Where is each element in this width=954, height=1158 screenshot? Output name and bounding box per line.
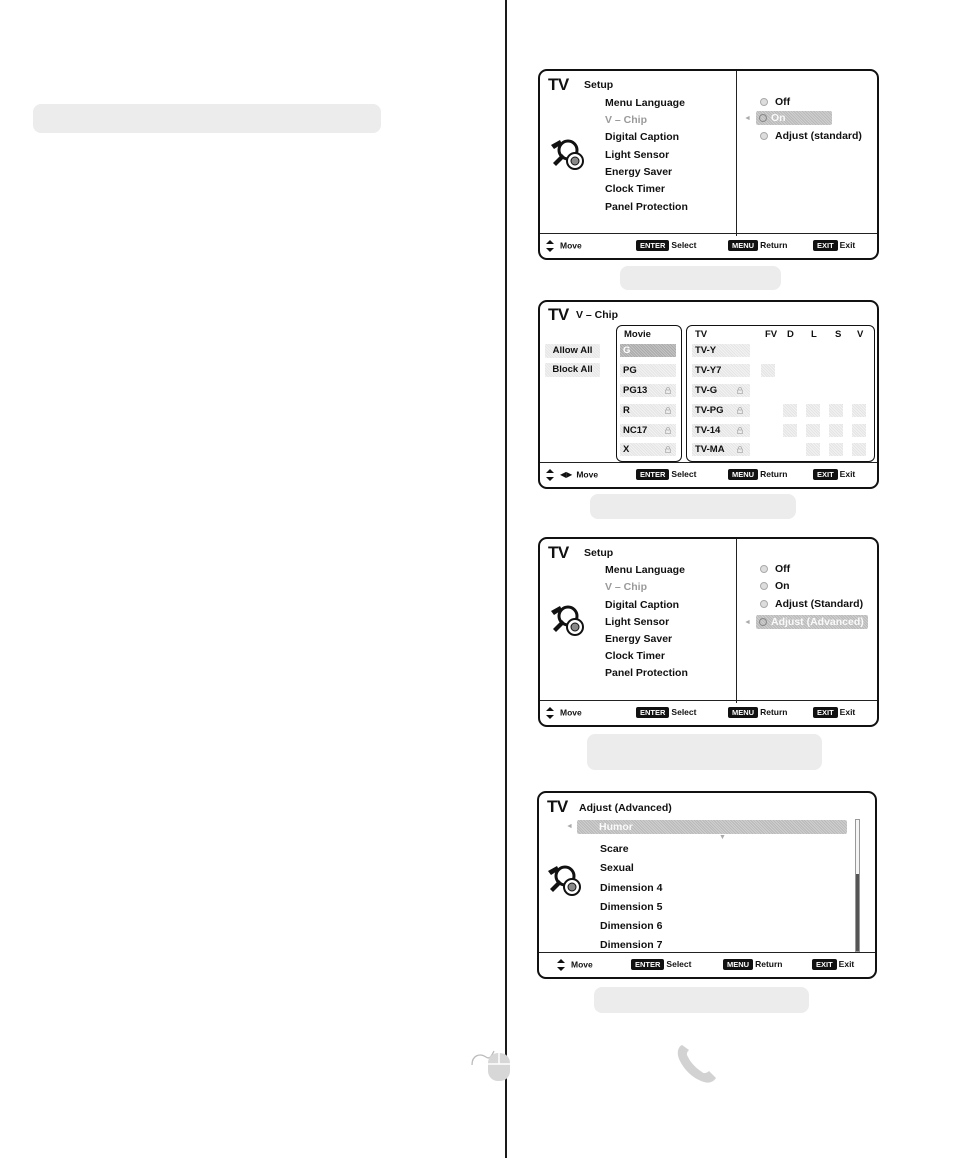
move-hint: Move bbox=[557, 959, 593, 971]
panel-divider bbox=[736, 71, 737, 236]
grid-cell[interactable] bbox=[761, 364, 775, 377]
select-hint: ENTER Select bbox=[636, 240, 696, 251]
menu-item-light-sensor[interactable]: Light Sensor bbox=[605, 616, 670, 628]
lock-icon bbox=[737, 427, 743, 434]
grid-cell[interactable] bbox=[829, 404, 843, 417]
panel-footer bbox=[540, 233, 877, 258]
option-on[interactable]: On bbox=[760, 580, 790, 592]
radio-icon bbox=[759, 618, 767, 626]
option-adjust-standard[interactable]: Adjust (Standard) bbox=[760, 598, 863, 610]
grid-cell[interactable] bbox=[852, 424, 866, 437]
tv-rating-box bbox=[686, 325, 875, 462]
up-down-arrow-icon bbox=[546, 707, 556, 719]
item-humor-selected[interactable]: Humor bbox=[577, 820, 847, 834]
down-arrow-icon: ▼ bbox=[719, 834, 726, 841]
menu-item-panel-protection[interactable]: Panel Protection bbox=[605, 201, 688, 213]
tv-rating-tv-14[interactable]: TV-14 bbox=[692, 424, 750, 437]
select-hint: ENTER Select bbox=[636, 469, 696, 480]
radio-icon bbox=[759, 114, 767, 122]
tv-rating-tv-pg[interactable]: TV-PG bbox=[692, 404, 750, 417]
left-arrow-icon: ◄ bbox=[744, 619, 751, 626]
exit-hint: EXIT Exit bbox=[813, 707, 855, 718]
radio-icon bbox=[760, 582, 768, 590]
menu-item-clock-timer[interactable]: Clock Timer bbox=[605, 650, 665, 662]
item-dimension-5[interactable]: Dimension 5 bbox=[600, 901, 663, 913]
menu-item-energy-saver[interactable]: Energy Saver bbox=[605, 166, 673, 178]
option-adjust-standard[interactable]: Adjust (standard) bbox=[760, 130, 862, 142]
select-hint: ENTER Select bbox=[636, 707, 696, 718]
adjust-advanced-panel bbox=[537, 791, 877, 979]
radio-icon bbox=[760, 132, 768, 140]
movie-rating-pg13[interactable]: PG13 bbox=[620, 384, 676, 397]
tv-label: TV bbox=[548, 543, 569, 562]
item-dimension-6[interactable]: Dimension 6 bbox=[600, 920, 663, 932]
col-l: L bbox=[811, 329, 817, 340]
placeholder-caption-4 bbox=[594, 987, 809, 1013]
v-chip-panel bbox=[538, 300, 879, 489]
return-hint: MENU Return bbox=[728, 240, 787, 251]
movie-rating-box bbox=[616, 325, 682, 462]
select-hint: ENTER Select bbox=[631, 959, 691, 970]
placeholder-caption-1 bbox=[620, 266, 781, 290]
move-hint: ◀▶ Move bbox=[546, 469, 598, 481]
left-arrow-icon: ◄ bbox=[744, 115, 751, 122]
panel-title: Setup bbox=[584, 79, 614, 91]
placeholder-caption-3 bbox=[587, 734, 822, 770]
phone-icon bbox=[674, 1041, 718, 1085]
movie-rating-pg[interactable]: PG bbox=[620, 364, 676, 377]
grid-cell[interactable] bbox=[829, 443, 843, 456]
menu-item-clock-timer[interactable]: Clock Timer bbox=[605, 183, 665, 195]
radio-icon bbox=[760, 565, 768, 573]
panel-footer bbox=[540, 700, 877, 725]
menu-item-menu-language[interactable]: Menu Language bbox=[605, 564, 685, 576]
menu-item-digital-caption[interactable]: Digital Caption bbox=[605, 131, 680, 143]
exit-hint: EXIT Exit bbox=[812, 959, 854, 970]
tv-rating-tv-y7[interactable]: TV-Y7 bbox=[692, 364, 750, 377]
lock-icon bbox=[737, 446, 743, 453]
tv-label: TV bbox=[548, 305, 569, 324]
left-arrow-icon: ◄ bbox=[566, 823, 573, 830]
menu-item-menu-language[interactable]: Menu Language bbox=[605, 97, 685, 109]
radio-icon bbox=[760, 98, 768, 106]
panel-footer bbox=[539, 952, 875, 977]
up-down-arrow-icon bbox=[546, 240, 556, 252]
option-adjust-advanced-selected[interactable]: Adjust (Advanced) bbox=[756, 615, 868, 629]
up-down-arrow-icon bbox=[546, 469, 556, 481]
placeholder-bar-heading bbox=[33, 104, 381, 133]
exit-hint: EXIT Exit bbox=[813, 469, 855, 480]
tv-rating-tv-ma[interactable]: TV-MA bbox=[692, 443, 750, 456]
lock-icon bbox=[665, 387, 671, 394]
exit-hint: EXIT Exit bbox=[813, 240, 855, 251]
menu-item-panel-protection[interactable]: Panel Protection bbox=[605, 667, 688, 679]
grid-cell[interactable] bbox=[783, 404, 797, 417]
radio-icon bbox=[760, 600, 768, 608]
block-all-button[interactable]: Block All bbox=[545, 363, 600, 377]
scrollbar[interactable] bbox=[855, 819, 860, 952]
option-on-selected[interactable]: On bbox=[756, 111, 832, 125]
menu-item-v-chip[interactable]: V – Chip bbox=[605, 581, 648, 593]
col-fv: FV bbox=[765, 329, 778, 340]
movie-rating-nc17[interactable]: NC17 bbox=[620, 424, 676, 437]
setup-panel-on bbox=[538, 69, 879, 260]
movie-rating-r[interactable]: R bbox=[620, 404, 676, 417]
lock-icon bbox=[737, 387, 743, 394]
setup-gear-icon bbox=[548, 601, 588, 641]
menu-item-digital-caption[interactable]: Digital Caption bbox=[605, 599, 680, 611]
item-sexual[interactable]: Sexual bbox=[600, 862, 634, 874]
return-hint: MENU Return bbox=[728, 469, 787, 480]
panel-footer bbox=[540, 462, 877, 487]
option-off[interactable]: Off bbox=[760, 96, 790, 108]
lock-icon bbox=[737, 407, 743, 414]
movie-header: Movie bbox=[624, 329, 651, 340]
move-hint: Move bbox=[546, 240, 582, 252]
setup-gear-icon bbox=[545, 861, 585, 901]
grid-cell[interactable] bbox=[806, 424, 820, 437]
setup-gear-icon bbox=[548, 135, 588, 175]
item-dimension-7[interactable]: Dimension 7 bbox=[600, 939, 663, 951]
return-hint: MENU Return bbox=[728, 707, 787, 718]
tv-header: TV bbox=[695, 329, 708, 340]
panel-title: Setup bbox=[584, 547, 614, 559]
col-d: D bbox=[787, 329, 794, 340]
return-hint: MENU Return bbox=[723, 959, 782, 970]
menu-item-energy-saver[interactable]: Energy Saver bbox=[605, 633, 673, 645]
move-hint: Move bbox=[546, 707, 582, 719]
panel-title: Adjust (Advanced) bbox=[579, 802, 672, 814]
grid-cell[interactable] bbox=[852, 404, 866, 417]
setup-panel-advanced bbox=[538, 537, 879, 727]
grid-cell[interactable] bbox=[806, 404, 820, 417]
mouse-icon bbox=[468, 1043, 514, 1083]
tv-label: TV bbox=[547, 797, 568, 816]
allow-all-button[interactable]: Allow All bbox=[545, 344, 600, 358]
menu-item-light-sensor[interactable]: Light Sensor bbox=[605, 149, 670, 161]
col-s: S bbox=[835, 329, 842, 340]
col-v: V bbox=[857, 329, 864, 340]
movie-rating-g[interactable]: G bbox=[620, 344, 676, 357]
movie-rating-x[interactable]: X bbox=[620, 443, 676, 456]
placeholder-caption-2 bbox=[590, 494, 796, 519]
grid-cell[interactable] bbox=[806, 443, 820, 456]
item-scare[interactable]: Scare bbox=[600, 843, 629, 855]
grid-cell[interactable] bbox=[852, 443, 866, 456]
menu-item-v-chip[interactable]: V – Chip bbox=[605, 114, 648, 126]
grid-cell[interactable] bbox=[783, 424, 797, 437]
panel-divider bbox=[736, 539, 737, 703]
page-divider-line bbox=[505, 0, 507, 1158]
tv-rating-tv-g[interactable]: TV-G bbox=[692, 384, 750, 397]
item-dimension-4[interactable]: Dimension 4 bbox=[600, 882, 663, 894]
tv-label: TV bbox=[548, 75, 569, 94]
lock-icon bbox=[665, 446, 671, 453]
option-off[interactable]: Off bbox=[760, 563, 790, 575]
lock-icon bbox=[665, 407, 671, 414]
lock-icon bbox=[665, 427, 671, 434]
left-right-arrow-icon: ◀▶ bbox=[560, 470, 573, 480]
tv-rating-tv-y[interactable]: TV-Y bbox=[692, 344, 750, 357]
up-down-arrow-icon bbox=[557, 959, 567, 971]
grid-cell[interactable] bbox=[829, 424, 843, 437]
panel-title: V – Chip bbox=[576, 309, 619, 321]
scrollbar-thumb[interactable] bbox=[856, 874, 859, 951]
